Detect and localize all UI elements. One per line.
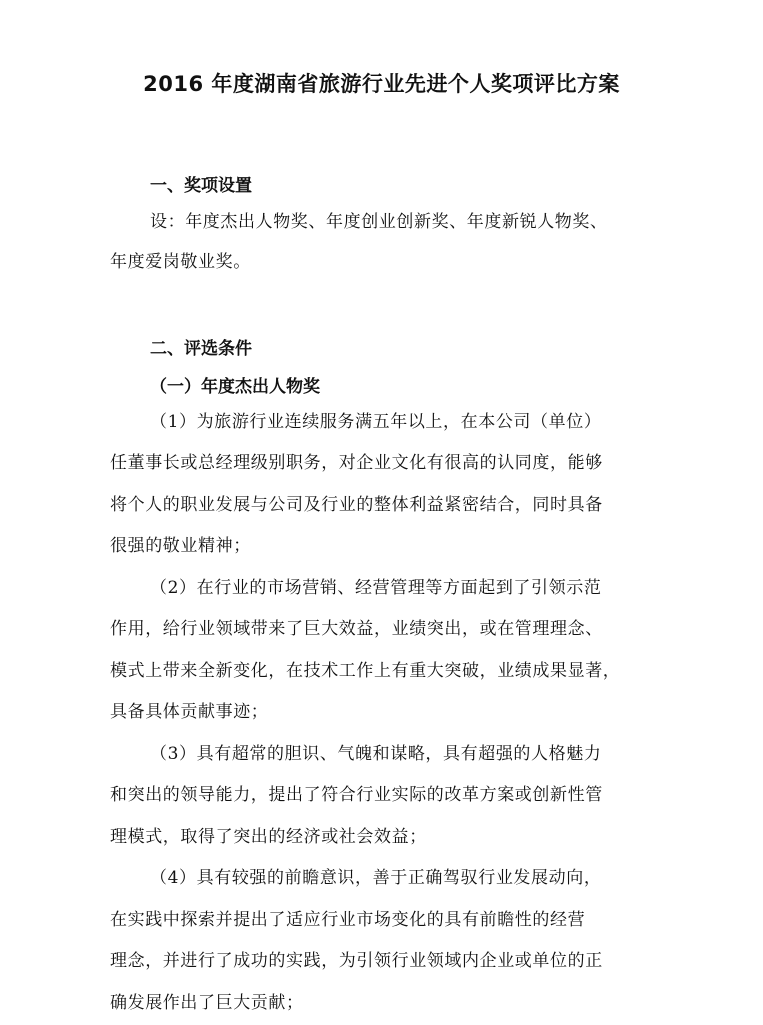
item4-line-1: （4）具有较强的前瞻意识，善于正确驾驭行业发展动向， — [150, 868, 602, 888]
item4-line-2: 在实践中探索并提出了适应行业市场变化的具有前瞻性的经营 — [110, 910, 586, 930]
item3-line-1: （3）具有超常的胆识、气魄和谋略，具有超强的人格魅力 — [150, 744, 602, 764]
item1-line-1: （1）为旅游行业连续服务满五年以上，在本公司（单位） — [150, 412, 602, 432]
item2-line-2: 作用，给行业领域带来了巨大效益，业绩突出，或在管理理念、 — [110, 619, 603, 639]
item1-line-3: 将个人的职业发展与公司及行业的整体利益紧密结合，同时具备 — [110, 495, 603, 515]
item4-line-3: 理念，并进行了成功的实践，为引领行业领域内企业或单位的正 — [110, 951, 603, 971]
section2-heading: 二、评选条件 — [150, 339, 252, 359]
item3-line-2: 和突出的领导能力，提出了符合行业实际的改革方案或创新性管 — [110, 785, 603, 805]
section1-heading: 一、奖项设置 — [150, 176, 252, 196]
item2-line-1: （2）在行业的市场营销、经营管理等方面起到了引领示范 — [150, 578, 602, 598]
item4-line-4: 确发展作出了巨大贡献； — [110, 993, 304, 1013]
item2-line-3: 模式上带来全新变化，在技术工作上有重大突破，业绩成果显著， — [110, 661, 621, 681]
section1-line-1: 设：年度杰出人物奖、年度创业创新奖、年度新锐人物奖、 — [150, 212, 608, 232]
item2-line-4: 具备具体贡献事迹； — [110, 702, 269, 722]
section2-subheading: （一）年度杰出人物奖 — [150, 377, 320, 397]
item1-line-2: 任董事长或总经理级别职务，对企业文化有很高的认同度，能够 — [110, 453, 603, 473]
document-title: 2016 年度湖南省旅游行业先进个人奖项评比方案 — [143, 72, 620, 96]
item3-line-3: 理模式，取得了突出的经济或社会效益； — [110, 827, 427, 847]
section1-line-2: 年度爱岗敬业奖。 — [110, 252, 251, 272]
item1-line-4: 很强的敬业精神； — [110, 536, 251, 556]
